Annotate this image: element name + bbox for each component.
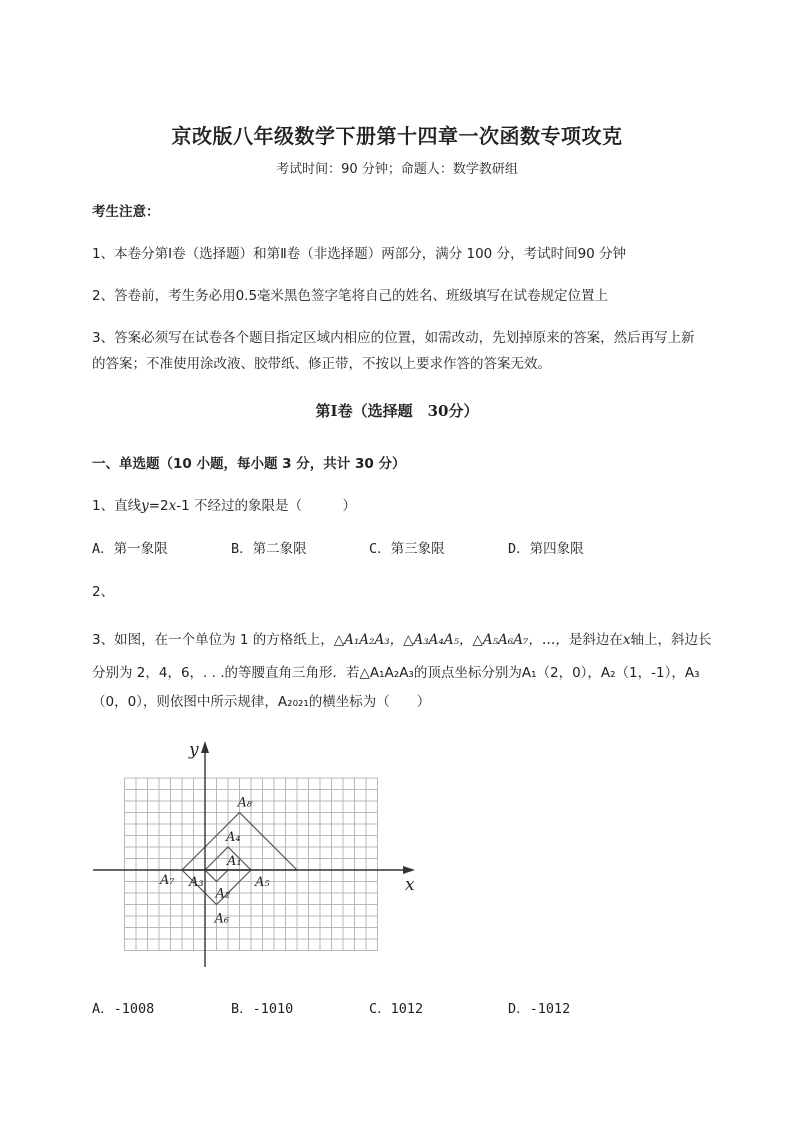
q3-option-c[interactable]: C．1012	[369, 1001, 424, 1017]
q1-prefix: 1、直线	[92, 498, 142, 514]
section-title: 第Ⅰ卷（选择题 30分）	[315, 402, 479, 420]
notice-item-1: 1、本卷分第Ⅰ卷（选择题）和第Ⅱ卷（非选择题）两部分，满分 100 分，考试时间90 分钟	[92, 246, 627, 262]
q3-line1-b: 是斜边在	[568, 632, 623, 648]
exam-subtitle: 考试时间：90 分钟；命题人：数学教研组	[276, 162, 518, 177]
question-3-line-1	[92, 628, 712, 648]
question-1	[92, 494, 356, 514]
q1-y: y	[141, 498, 149, 514]
q3-option-d[interactable]: D．-1012	[508, 1001, 571, 1017]
point-label: A₇	[160, 873, 175, 888]
point-label: A₆	[214, 911, 230, 927]
axes	[93, 741, 415, 967]
point-label: A₃	[189, 875, 204, 890]
q3-triangles: △A₁A₂A₃，△A₃A₄A₅，△A₅A₆A₇，…，	[333, 632, 569, 648]
point-label: A₈	[237, 795, 253, 811]
notice-item-2: 2、答卷前，考生务必用0.5毫米黑色签字笔将自己的姓名、班级填写在试卷规定位置上	[92, 288, 609, 304]
notice-heading: 考生注意：	[92, 204, 160, 220]
q1-option-a[interactable]: A．第一象限	[92, 541, 168, 557]
coordinate-figure	[85, 735, 425, 975]
q1-option-b[interactable]: B．第二象限	[231, 541, 307, 557]
q3-line1-c: 轴上，斜边长	[630, 632, 712, 648]
point-label: A₄	[226, 830, 241, 845]
q3-line1-a: 3、如图，在一个单位为 1 的方格纸上，	[92, 632, 334, 648]
point-label: A₂	[215, 886, 231, 902]
y-axis-label: y	[189, 740, 199, 760]
question-2: 2、	[92, 584, 115, 600]
point-label: A₅	[255, 875, 270, 890]
question-3-line-2: 分别为 2，4，6，. . .的等腰直角三角形．若△A₁A₂A₃的顶点坐标分别为A₁（2，0），A₂（1，-1），A₃	[92, 665, 700, 681]
q1-x: x	[168, 498, 177, 514]
x-axis-arrow	[403, 866, 415, 874]
notice-item-3-cont: 的答案；不准使用涂改液、胶带纸、修正带，不按以上要求作答的答案无效。	[92, 356, 551, 372]
point-label: A₁	[227, 854, 242, 869]
q3-x: x	[622, 632, 631, 648]
x-axis-label: x	[405, 875, 415, 895]
q1-option-d[interactable]: D．第四象限	[508, 541, 584, 557]
point-labels	[159, 740, 415, 927]
question-3-line-3: （0，0），则依图中所示规律，A₂₀₂₁的横坐标为（ ）	[92, 694, 431, 710]
q3-option-a[interactable]: A．-1008	[92, 1001, 155, 1017]
y-axis-arrow	[201, 741, 209, 753]
part-heading: 一、单选题（10 小题，每小题 3 分，共计 30 分）	[92, 456, 406, 472]
q1-suffix: -1 不经过的象限是（ ）	[176, 498, 357, 514]
notice-item-3: 3、答案必须写在试卷各个题目指定区域内相应的位置，如需改动，先划掉原来的答案，然后再写上新	[92, 330, 695, 346]
q1-eq: =2	[148, 498, 169, 514]
exam-title: 京改版八年级数学下册第十四章一次函数专项攻克	[171, 124, 623, 148]
q1-option-c[interactable]: C．第三象限	[369, 541, 445, 557]
q3-option-b[interactable]: B．-1010	[231, 1001, 294, 1017]
